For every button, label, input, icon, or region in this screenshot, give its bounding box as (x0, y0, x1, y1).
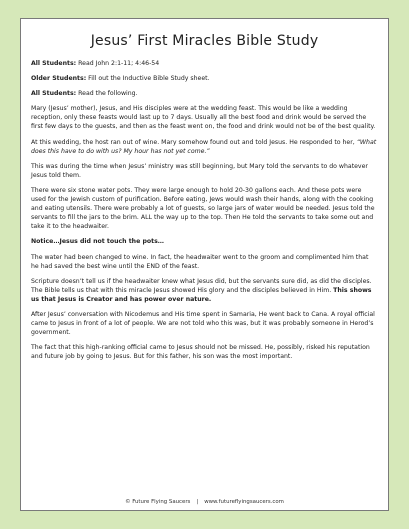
notice-heading (31, 237, 378, 246)
instruction-text: Read John 2:1-11; 4:46-54 (76, 60, 160, 67)
paragraph-glory (31, 277, 378, 304)
key-point: This shows us that Jesus is Creator and has power over nature. (31, 286, 372, 303)
page-title: Jesus’ First Miracles Bible Study (90, 33, 319, 49)
footer-separator: | (196, 499, 199, 505)
instruction-label: All Students: (31, 90, 77, 98)
instruction-text: Read the following. (76, 90, 138, 98)
paragraph-royal-official: After Jesus’ conversation with Nicodemus and His time spent in Samaria, He went back to Cana. A royal official came to Jesus in front of a lot of people. We are not told who this was, but it was probably someone in Herod’s government. (31, 310, 375, 337)
jesus-quote: “What does this have to do with us? My hour has not yet come.” (31, 138, 377, 155)
paragraph-wedding-feast: Mary (Jesus’ mother), Jesus, and His disciples were at the wedding feast. This would be like a wedding reception, only these feasts would last up to 7 days. Usually all the best food and drink would be served the first few days to the guests, and then as the feast went on, the food and drink would not be of the best quality. (31, 105, 376, 131)
paragraph-text: At this wedding, the host ran out of wine. Mary somehow found out and told Jesus. He responded to her, (31, 138, 357, 146)
paragraph-water-to-wine: The water had been changed to wine. In fact, the headwaiter went to the groom and complimented him that he had saved the best wine until the END of the feast. (31, 253, 369, 270)
instruction-label: Older Students: (31, 75, 87, 83)
paragraph-host-ran-out (31, 138, 378, 156)
paragraph-ministry-beginning: This was during the time when Jesus’ ministry was still beginning, but Mary told the servants to do whatever Jesus told them. (31, 162, 368, 179)
instruction-text: Fill out the Inductive Bible Study sheet. (86, 75, 210, 83)
footer-copyright: © Future Flying Saucers (125, 499, 191, 505)
paragraph-text: Scripture doesn’t tell us if the headwaiter knew what Jesus did, but the servants sure did, as did the disciples. The Bible tells us that with this miracle Jesus showed His glory and the disciples believed in Him. (31, 277, 372, 294)
notice-text: Notice…Jesus did not touch the pots… (31, 238, 164, 246)
paragraph-water-pots: There were six stone water pots. They were large enough to hold 20-30 gallons each. And these pots were used for the Jewish custom of purification. Before eating, Jews would wash their hands, along with the cooking and eating utensils. There were probably a lot of guests, so large jars of water would be needed. Jesus told the servants to fill the jars to the brim. ALL the way up to the top. Then He told the servants to take some out and take it to the headwaiter. (31, 186, 375, 231)
instruction-older-students (31, 74, 378, 83)
instruction-all-students-following (31, 89, 378, 98)
paragraph-official-risk: The fact that this high-ranking official came to Jesus should not be missed. He, possibly, risked his reputation and future job by going to Jesus. But for this father, his son was the most important. (31, 344, 370, 361)
footer-website: www.futureflyingsaucers.com (204, 499, 284, 505)
page-background (6, 6, 403, 523)
instruction-all-students-read (31, 59, 378, 68)
footer (21, 499, 388, 505)
document-sheet (20, 18, 389, 511)
instruction-label: All Students: (31, 60, 77, 67)
